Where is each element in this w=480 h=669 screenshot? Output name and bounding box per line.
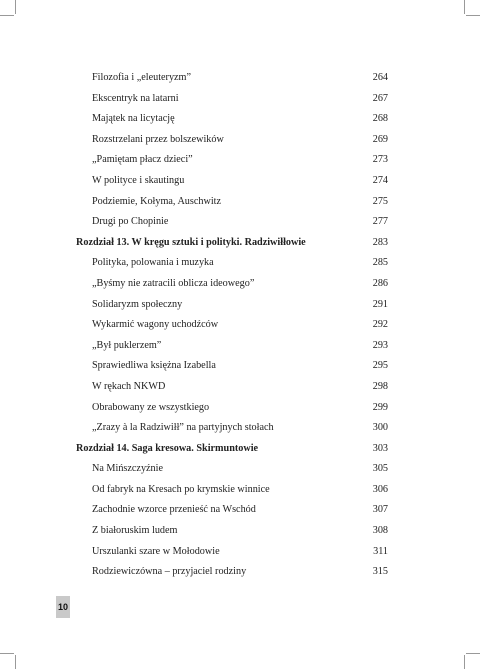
- dot-leader: [181, 98, 371, 99]
- toc-page-number: 303: [372, 442, 388, 454]
- dot-leader: [165, 469, 371, 470]
- dot-leader: [186, 181, 370, 182]
- crop-mark: [0, 653, 14, 654]
- toc-entry-row: [76, 418, 388, 439]
- toc-entry-title: Solidaryzm społeczny: [92, 298, 183, 310]
- toc-page-number: 273: [372, 154, 388, 166]
- toc-page-number: 298: [372, 380, 388, 392]
- dot-leader: [184, 304, 370, 305]
- crop-mark: [15, 0, 16, 14]
- dot-leader: [216, 263, 371, 264]
- toc-entry-title: Urszulanki szare w Mołodowie: [92, 545, 220, 557]
- toc-entry-title: Wykarmić wagony uchodźców: [92, 319, 219, 331]
- dot-leader: [256, 284, 370, 285]
- toc-entry-row: [76, 459, 388, 480]
- toc-page-number: 311: [373, 545, 388, 557]
- dot-leader: [260, 448, 371, 449]
- toc-entry-row: [76, 253, 388, 274]
- toc-entry-row: [76, 150, 388, 171]
- toc-page-number: 269: [372, 133, 388, 145]
- toc-page-number: 264: [372, 72, 388, 83]
- toc-entry-title: „Byśmy nie zatracili oblicza ideowego”: [92, 277, 255, 289]
- toc-entry-row: [76, 192, 388, 213]
- crop-mark: [0, 15, 14, 16]
- toc-entry-title: Drugi po Chopinie: [92, 216, 169, 228]
- toc-entry-title: Sprawiedliwa księżna Izabella: [92, 360, 216, 372]
- toc-entry-title: Na Mińszczyźnie: [92, 463, 163, 475]
- toc-page-number: 293: [372, 339, 388, 351]
- toc-entry-title: Z białoruskim ludem: [92, 525, 178, 537]
- dot-leader: [163, 346, 370, 347]
- toc-entry-title: Zachodnie wzorce przenieść na Wschód: [92, 504, 256, 516]
- crop-mark: [464, 0, 465, 14]
- toc-page-number: 275: [372, 195, 388, 207]
- toc-entry-row: [76, 295, 388, 316]
- table-of-contents: [76, 68, 388, 583]
- toc-entry-row: [76, 542, 388, 563]
- toc-entry-title: Majątek na licytację: [92, 113, 175, 125]
- dot-leader: [220, 325, 371, 326]
- toc-entry-row: [76, 315, 388, 336]
- dot-leader: [211, 407, 371, 408]
- toc-page-number: 299: [372, 401, 388, 413]
- toc-page-number: 283: [372, 236, 388, 248]
- toc-entry-title: Polityka, polowania i muzyka: [92, 257, 214, 269]
- crop-mark: [466, 653, 480, 654]
- toc-entry-title: „Był puklerzem”: [92, 339, 162, 351]
- toc-page-number: 295: [372, 360, 388, 372]
- dot-leader: [218, 366, 371, 367]
- dot-leader: [195, 160, 371, 161]
- toc-page-number: 277: [372, 216, 388, 228]
- toc-page-number: 308: [372, 525, 388, 537]
- dot-leader: [276, 428, 371, 429]
- toc-entry-title: Rodziewiczówna – przyjaciel rodziny: [92, 566, 247, 578]
- toc-entry-title: W rękach NKWD: [92, 380, 166, 392]
- dot-leader: [177, 119, 371, 120]
- toc-entry-title: Rozstrzelani przez bolszewików: [92, 133, 224, 145]
- toc-entry-title: Rozdział 13. W kręgu sztuki i polityki. Radziwiłłowie: [76, 236, 306, 248]
- toc-page-number: 305: [372, 463, 388, 475]
- toc-page-number: 300: [372, 422, 388, 434]
- toc-entry-title: „Zrazy à la Radziwiłł” na partyjnych stołach: [92, 422, 274, 434]
- dot-leader: [258, 510, 371, 511]
- toc-page-number: 267: [372, 92, 388, 104]
- toc-page-number: 268: [372, 113, 388, 125]
- toc-page-number: 286: [372, 277, 388, 289]
- toc-entry-row: [76, 562, 388, 583]
- toc-page-number: 292: [372, 319, 388, 331]
- toc-entry-title: „Pamiętam płacz dzieci”: [92, 154, 193, 166]
- dot-leader: [193, 78, 371, 79]
- toc-page-number: 274: [372, 174, 388, 186]
- toc-entry-row: [76, 500, 388, 521]
- toc-entry-row: [76, 212, 388, 233]
- toc-page-number: 285: [372, 257, 388, 269]
- toc-page-number: 291: [372, 298, 388, 310]
- toc-entry-row: [76, 274, 388, 295]
- crop-mark: [15, 655, 16, 669]
- toc-entry-row: [76, 377, 388, 398]
- dot-leader: [222, 551, 372, 552]
- toc-entry-title: Od fabryk na Kresach po krymskie winnice: [92, 483, 270, 495]
- toc-chapter-row: [76, 439, 388, 460]
- dot-leader: [248, 572, 371, 573]
- toc-entry-row: [76, 130, 388, 151]
- toc-entry-title: Obrabowany ze wszystkiego: [92, 401, 210, 413]
- toc-entry-row: [76, 68, 388, 89]
- dot-leader: [226, 140, 371, 141]
- dot-leader: [167, 387, 370, 388]
- dot-leader: [170, 222, 370, 223]
- toc-entry-row: [76, 398, 388, 419]
- toc-entry-title: Filozofia i „eleuteryzm”: [92, 72, 191, 83]
- toc-entry-row: [76, 480, 388, 501]
- toc-page-number: 315: [372, 566, 388, 578]
- toc-entry-title: Rozdział 14. Saga kresowa. Skirmuntowie: [76, 442, 259, 454]
- toc-entry-row: [76, 356, 388, 377]
- toc-page-number: 307: [372, 504, 388, 516]
- dot-leader: [308, 243, 371, 244]
- toc-entry-row: [76, 89, 388, 110]
- crop-mark: [466, 15, 480, 16]
- toc-entry-row: [76, 336, 388, 357]
- dot-leader: [223, 201, 371, 202]
- page-number: 10: [56, 596, 70, 618]
- dot-leader: [179, 531, 370, 532]
- toc-entry-title: Podziemie, Kołyma, Auschwitz: [92, 195, 222, 207]
- toc-entry-title: W polityce i skautingu: [92, 174, 185, 186]
- toc-chapter-row: [76, 233, 388, 254]
- toc-entry-row: [76, 171, 388, 192]
- crop-mark: [464, 655, 465, 669]
- dot-leader: [272, 490, 371, 491]
- toc-entry-row: [76, 521, 388, 542]
- toc-entry-row: [76, 109, 388, 130]
- toc-entry-title: Ekscentryk na latarni: [92, 92, 179, 104]
- toc-page-number: 306: [372, 483, 388, 495]
